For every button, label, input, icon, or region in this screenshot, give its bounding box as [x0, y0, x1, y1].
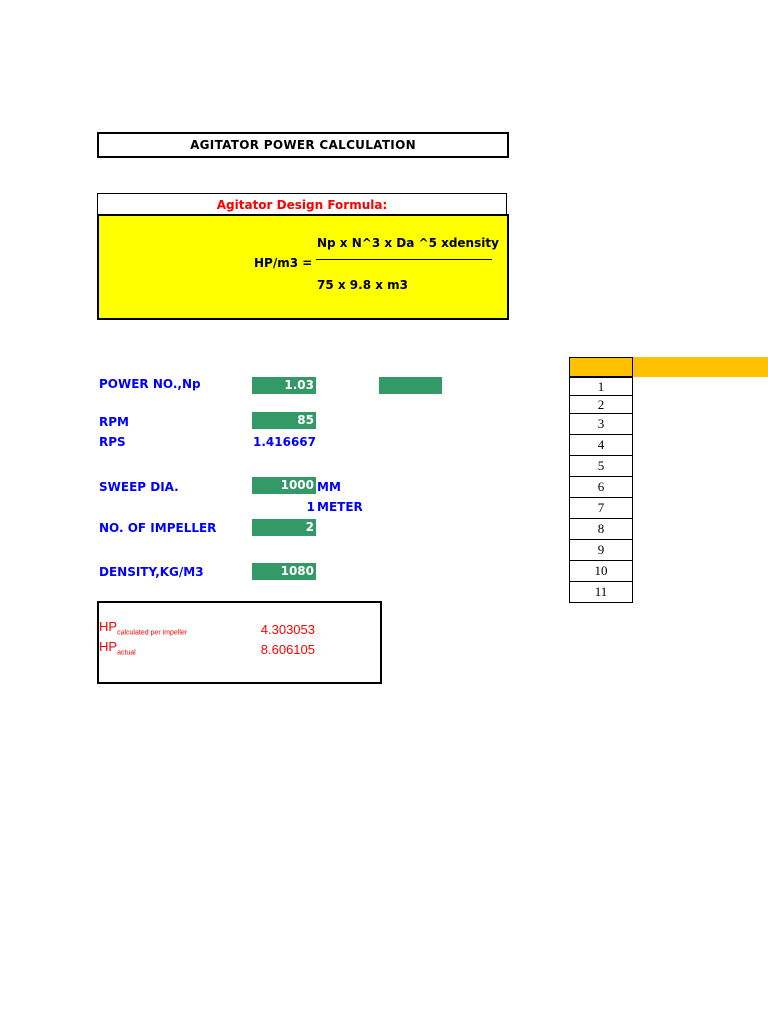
empty-green-cell[interactable] [379, 377, 442, 394]
table-row: 10 [570, 561, 633, 582]
formula-lhs: HP/m3 = [254, 256, 313, 270]
impeller-label: NO. OF IMPELLER [99, 521, 217, 535]
sheet-title: AGITATOR POWER CALCULATION [97, 132, 509, 158]
power-no-cell[interactable]: 1.03 [252, 377, 316, 394]
meter-unit: METER [317, 500, 363, 514]
table-row: 4 [570, 435, 633, 456]
index-table [569, 377, 633, 603]
hp-actual-value: 8.606105 [260, 642, 315, 657]
table-row: 2 [570, 396, 633, 414]
table-row: 5 [570, 456, 633, 477]
table-row: 8 [570, 519, 633, 540]
formula-header: Agitator Design Formula: [97, 193, 507, 214]
rps-value: 1.416667 [252, 435, 316, 449]
power-no-label: POWER NO.,Np [99, 377, 201, 391]
density-cell[interactable]: 1080 [252, 563, 316, 580]
meter-value: 1 [306, 500, 315, 514]
hp-per-impeller-value: 4.303053 [260, 622, 315, 637]
table-row: 11 [570, 582, 633, 603]
table-row: 1 [570, 378, 633, 396]
table-header-extension [633, 357, 768, 377]
rpm-cell[interactable]: 85 [252, 412, 316, 429]
rps-label: RPS [99, 435, 126, 449]
fraction-line [316, 259, 492, 260]
table-header [569, 357, 633, 377]
table-row: 3 [570, 414, 633, 435]
table-row: 6 [570, 477, 633, 498]
formula-numerator: Np x N^3 x Da ^5 xdensity [317, 236, 499, 250]
result-box [97, 601, 382, 684]
table-row: 9 [570, 540, 633, 561]
density-label: DENSITY,KG/M3 [99, 565, 204, 579]
sweep-unit: MM [317, 480, 341, 494]
formula-denominator: 75 x 9.8 x m3 [317, 278, 409, 292]
sweep-dia-cell[interactable]: 1000 [252, 477, 316, 494]
hp-actual-label: $HP_{actual}$ [99, 639, 136, 657]
formula-box [97, 214, 509, 320]
sweep-dia-label: SWEEP DIA. [99, 480, 179, 494]
hp-per-impeller-label: $HP_{calculated per impeller}$ [99, 619, 188, 637]
table-row: 7 [570, 498, 633, 519]
rpm-label: RPM [99, 415, 129, 429]
impeller-cell[interactable]: 2 [252, 519, 316, 536]
